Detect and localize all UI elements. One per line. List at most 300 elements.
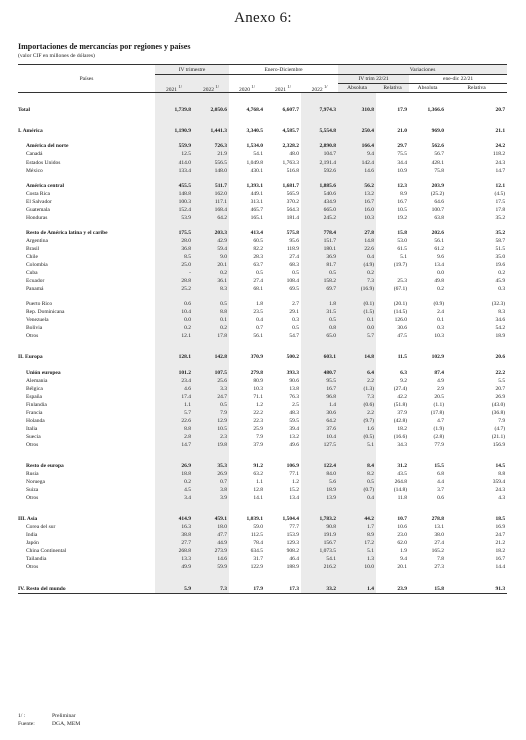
cell-country: Japón xyxy=(26,540,39,547)
cell-rel-y: 5.5 xyxy=(498,377,506,384)
cell-y2022: 84.0 xyxy=(301,470,338,478)
cell-y2020: 31.7 xyxy=(253,556,264,563)
cell-country: Suecia xyxy=(26,433,41,440)
cell-y2022: 64.2 xyxy=(301,417,338,425)
cell-rel-y: 35.0 xyxy=(495,253,506,260)
cell-rel-q: 126.0 xyxy=(394,317,408,324)
cell-rel-q: (20.1) xyxy=(393,301,408,308)
cell-rel-q: 23.9 xyxy=(376,585,409,594)
cell-country: Rusia xyxy=(26,471,39,478)
cell-rel-y: 35.2 xyxy=(495,214,506,221)
cell-y2020: 279.8 xyxy=(250,369,264,376)
cell-q2021: 25.2 xyxy=(155,285,193,293)
cell-rel-q: 30.6 xyxy=(397,325,408,332)
cell-abs-q: 0.5 xyxy=(338,478,376,486)
cell-abs-q: 14.6 xyxy=(338,167,376,175)
cell-q2021: 13.3 xyxy=(155,555,193,563)
cell-country: Puerto Rico xyxy=(26,301,53,308)
cell-abs-y: 100.7 xyxy=(431,206,445,213)
cell-abs-q: 1.4 xyxy=(338,585,376,594)
cell-y2022: 104.7 xyxy=(301,150,338,158)
cell-y2022: 96.8 xyxy=(301,393,338,401)
cell-y2020: 3,340.5 xyxy=(246,128,264,135)
cell-rel-y: (4.7) xyxy=(494,425,506,432)
cell-y2020: 4,768.4 xyxy=(246,107,264,114)
cell-y2020: 12.8 xyxy=(253,487,264,494)
cell-rel-q: 31.2 xyxy=(397,462,408,469)
cell-abs-q: 0.2 xyxy=(338,269,376,277)
cell-y2021: 1,763.3 xyxy=(282,159,300,166)
cell-q2021: 0.0 xyxy=(155,316,193,324)
cell-q2022: 273.9 xyxy=(193,547,229,555)
cell-country: Canadá xyxy=(26,151,43,158)
cell-q2021: 0.2 xyxy=(155,478,193,486)
cell-rel-y: 0.3 xyxy=(498,286,506,293)
cell-rel-y: 8.3 xyxy=(498,309,506,316)
cell-abs-q: 1.7 xyxy=(338,523,376,531)
cell-y2022: 216.2 xyxy=(301,563,338,571)
cell-country: Unión europea xyxy=(26,369,61,376)
cell-y2022: 245.2 xyxy=(301,214,338,222)
sub-row xyxy=(18,182,507,190)
cell-country: Chile xyxy=(26,253,38,260)
cell-q2021: 22.6 xyxy=(155,417,193,425)
cell-rel-q: 9.4 xyxy=(400,556,408,563)
cell-y2021: 46.4 xyxy=(289,556,300,563)
cell-y2022: 1.8 xyxy=(301,300,338,308)
cell-country: III. Asia xyxy=(18,516,38,523)
cell-y2021: 6,607.7 xyxy=(282,107,300,114)
cell-y2021: 49.6 xyxy=(289,441,300,448)
cell-q2022: 9.0 xyxy=(193,253,229,261)
cell-q2021: 28.0 xyxy=(155,237,193,245)
cell-abs-q: 2.2 xyxy=(338,377,376,385)
cell-y2021: 181.4 xyxy=(286,214,300,221)
cell-y2020: 634.5 xyxy=(250,548,264,555)
cell-q2021: 17.4 xyxy=(155,393,193,401)
cell-rel-q: (27.4) xyxy=(393,385,408,392)
cell-abs-y: (1.9) xyxy=(433,425,445,432)
cell-abs-y: 56.1 xyxy=(434,237,445,244)
cell-q2021: 455.5 xyxy=(155,182,193,190)
table-row xyxy=(18,470,507,478)
cell-abs-y: (2.8) xyxy=(433,433,445,440)
cell-q2021: 8.8 xyxy=(155,425,193,433)
cell-q2021: 18.8 xyxy=(155,470,193,478)
spacer-row xyxy=(18,362,507,369)
cell-abs-q: 7.3 xyxy=(338,393,376,401)
cell-y2021: 54.7 xyxy=(289,333,300,340)
cell-rel-q: 47.5 xyxy=(397,333,408,340)
cell-country: Total xyxy=(18,107,31,114)
cell-abs-q: 6.4 xyxy=(338,369,376,377)
cell-abs-y: 10.3 xyxy=(434,333,445,340)
cell-abs-q: 16.7 xyxy=(338,198,376,206)
cell-y2020: 1,039.1 xyxy=(246,516,264,523)
cell-rel-y: 24.3 xyxy=(495,487,506,494)
cell-q2022: 47.7 xyxy=(193,531,229,539)
cell-q2022: 44.9 xyxy=(193,539,229,547)
cell-country: Resto de América latina y el caribe xyxy=(26,229,108,236)
cell-country: El Salvador xyxy=(26,198,52,205)
table-row xyxy=(18,478,507,486)
cell-y2021: 0.5 xyxy=(292,325,300,332)
cell-abs-y: (0.9) xyxy=(433,301,445,308)
cell-q2022: 7.3 xyxy=(193,585,229,594)
cell-y2020: 0.7 xyxy=(256,325,264,332)
cell-rel-q: 9.2 xyxy=(400,377,408,384)
cell-rel-q xyxy=(376,269,409,277)
cell-y2021: 17.3 xyxy=(265,585,301,594)
cell-y2022: 10.4 xyxy=(301,433,338,441)
table-row xyxy=(18,393,507,401)
cell-abs-y: 56.7 xyxy=(434,151,445,158)
sub-row xyxy=(18,369,507,377)
cell-y2021: 564.3 xyxy=(286,206,300,213)
cell-rel-q: 20.1 xyxy=(397,564,408,571)
cell-abs-y: 0.0 xyxy=(437,270,445,277)
cell-abs-y: 0.1 xyxy=(437,317,445,324)
cell-abs-y: 63.8 xyxy=(434,214,445,221)
cell-abs-q: 17.2 xyxy=(338,539,376,547)
table-header xyxy=(18,65,507,93)
cell-y2020: 91.2 xyxy=(253,462,264,469)
cell-y2020: 1.1 xyxy=(256,479,264,486)
cell-rel-y: 118.2 xyxy=(492,151,506,158)
cell-abs-q: (0.6) xyxy=(338,401,376,409)
cell-country: Alemania xyxy=(26,377,48,384)
cell-abs-y: 102.9 xyxy=(431,354,445,361)
cell-country: China Continental xyxy=(26,548,67,555)
cell-rel-y: 24.7 xyxy=(495,532,506,539)
cell-q2022: 0.1 xyxy=(193,316,229,324)
cell-abs-q: 310.8 xyxy=(338,106,376,114)
header-iv-trimestre: IV trimestre xyxy=(155,65,229,75)
cell-country: Italia xyxy=(26,425,38,432)
cell-rel-q: 42.2 xyxy=(397,393,408,400)
header-absoluta-q: Absoluta xyxy=(338,84,376,93)
cell-q2021: 175.5 xyxy=(155,229,193,237)
cell-abs-y: 2.9 xyxy=(437,385,445,392)
spacer-row xyxy=(18,572,507,585)
cell-country: Otros xyxy=(26,441,39,448)
cell-y2020: 54.1 xyxy=(253,151,264,158)
cell-abs-q: 56.2 xyxy=(338,182,376,190)
cell-rel-y: 22.2 xyxy=(495,369,506,376)
cell-y2021: 77.1 xyxy=(289,471,300,478)
cell-q2022: 35.3 xyxy=(193,462,229,470)
annex-heading: Anexo 6: xyxy=(234,10,292,26)
sub-row xyxy=(18,142,507,150)
cell-rel-q: 19.2 xyxy=(397,214,408,221)
table-body xyxy=(18,93,507,593)
header-year-2022: 2022 $^{1/}$ xyxy=(301,84,338,93)
cell-y2020: 63.2 xyxy=(253,471,264,478)
cell-abs-q: (1.5) xyxy=(338,308,376,316)
cell-y2022: 665.0 xyxy=(301,206,338,214)
cell-rel-q: 10.6 xyxy=(397,524,408,531)
cell-rel-q: 11.5 xyxy=(397,354,408,361)
cell-rel-y: 24.2 xyxy=(495,143,506,150)
cell-q2021: 14.7 xyxy=(155,441,193,449)
cell-rel-y: 4.3 xyxy=(498,495,506,502)
cell-rel-y: 14.4 xyxy=(495,564,506,571)
cell-q2022: 168.4 xyxy=(193,206,229,214)
cell-rel-y: 34.6 xyxy=(495,317,506,324)
cell-q2021: 148.8 xyxy=(155,190,193,198)
cell-y2022: 156.7 xyxy=(301,539,338,547)
cell-y2021: 106.9 xyxy=(286,462,300,469)
cell-rel-q: 61.5 xyxy=(397,245,408,252)
cell-y2021: 2.7 xyxy=(292,301,300,308)
cell-rel-y: 0.2 xyxy=(498,270,506,277)
spacer-row xyxy=(18,449,507,462)
cell-y2020: 22.3 xyxy=(253,417,264,424)
cell-rel-q: 53.0 xyxy=(397,237,408,244)
cell-y2020: 37.9 xyxy=(253,441,264,448)
cell-y2022: 81.7 xyxy=(301,261,338,269)
cell-y2022: 95.5 xyxy=(301,377,338,385)
spacer-row xyxy=(18,175,507,182)
cell-q2021: 100.3 xyxy=(155,198,193,206)
cell-q2022: 162.0 xyxy=(193,190,229,198)
cell-q2021: 128.1 xyxy=(155,353,193,361)
cell-q2021: 25.0 xyxy=(155,261,193,269)
cell-y2021: 370.2 xyxy=(286,198,300,205)
table-row xyxy=(18,441,507,449)
cell-y2021: 1.2 xyxy=(292,479,300,486)
sub-row xyxy=(18,462,507,470)
cell-abs-y: 13.1 xyxy=(434,524,445,531)
cell-q2021: 8.5 xyxy=(155,253,193,261)
table-row xyxy=(18,385,507,393)
spacer-row xyxy=(18,222,507,229)
cell-y2021: 153.9 xyxy=(286,532,300,539)
table-row xyxy=(18,150,507,158)
cell-y2021: 0.3 xyxy=(292,317,300,324)
cell-y2022: 90.8 xyxy=(301,523,338,531)
cell-q2021: 2.8 xyxy=(155,433,193,441)
cell-q2022: 20.1 xyxy=(193,261,229,269)
table-row xyxy=(18,308,507,316)
cell-rel-q: (19.7) xyxy=(393,262,408,269)
cell-rel-y: 14.7 xyxy=(495,167,506,174)
cell-rel-y: (36.8) xyxy=(491,409,506,416)
cell-country: Rep. Dominicana xyxy=(26,309,65,316)
cell-q2022: 0.2 xyxy=(193,324,229,332)
cell-rel-y: 45.9 xyxy=(495,278,506,285)
cell-y2021: 77.7 xyxy=(289,524,300,531)
cell-abs-q: 2.2 xyxy=(338,409,376,417)
cell-rel-q: (14.8) xyxy=(393,487,408,494)
cell-q2021: 152.4 xyxy=(155,206,193,214)
note-fuente: Fuente: DGA, MEM xyxy=(18,721,81,727)
cell-y2020: 28.3 xyxy=(253,253,264,260)
table-row xyxy=(18,547,507,555)
cell-abs-q: 8.9 xyxy=(338,531,376,539)
cell-q2022: 556.5 xyxy=(193,159,229,167)
cell-y2021: 565.9 xyxy=(286,190,300,197)
cell-y2022: 603.1 xyxy=(301,353,338,361)
cell-rel-y: 24.3 xyxy=(495,159,506,166)
sub-row xyxy=(18,229,507,237)
cell-abs-y: 20.5 xyxy=(434,393,445,400)
cell-rel-y: 359.4 xyxy=(492,479,506,486)
cell-abs-q: 166.4 xyxy=(338,142,376,150)
cell-abs-q: 1.3 xyxy=(338,555,376,563)
cell-abs-y: 202.6 xyxy=(431,229,445,236)
cell-rel-y: 8.8 xyxy=(498,471,506,478)
cell-rel-y: 17.5 xyxy=(495,198,506,205)
cell-rel-q: 8.9 xyxy=(400,190,408,197)
table-row xyxy=(18,214,507,222)
cell-rel-y: 18.2 xyxy=(495,548,506,555)
cell-y2022: 540.6 xyxy=(301,190,338,198)
cell-y2021: 90.6 xyxy=(289,377,300,384)
table-row xyxy=(18,486,507,494)
cell-q2022: 511.7 xyxy=(193,182,229,190)
cell-y2021: 575.8 xyxy=(286,229,300,236)
cell-rel-q: 10.5 xyxy=(397,206,408,213)
cell-y2020: 0.4 xyxy=(256,317,264,324)
cell-y2020: 1.2 xyxy=(256,401,264,408)
cell-abs-q: 10.0 xyxy=(338,563,376,571)
cell-abs-y: 64.6 xyxy=(434,198,445,205)
cell-q2022: 107.5 xyxy=(193,369,229,377)
cell-y2020: 68.1 xyxy=(253,286,264,293)
cell-y2020: 1,534.0 xyxy=(246,143,264,150)
cell-q2021: 1,190.9 xyxy=(155,127,193,135)
cell-y2021: 13.2 xyxy=(289,433,300,440)
cell-y2021: 2,328.2 xyxy=(282,143,300,150)
cell-q2021: 0.2 xyxy=(155,324,193,332)
cell-rel-q: (51.8) xyxy=(393,401,408,408)
cell-y2020: 1.8 xyxy=(256,301,264,308)
cell-rel-y: (43.0) xyxy=(491,401,506,408)
cell-y2022: 1,073.5 xyxy=(301,547,338,555)
header-relativa-q: Relativa xyxy=(376,84,409,93)
cell-country: Resto de europa xyxy=(26,462,64,469)
cell-q2022: 36.1 xyxy=(193,277,229,285)
cell-q2021: 12.5 xyxy=(155,150,193,158)
cell-abs-y: 49.8 xyxy=(434,278,445,285)
region-row xyxy=(18,353,507,361)
total-row xyxy=(18,106,507,114)
cell-y2020: 10.3 xyxy=(253,385,264,392)
table-row xyxy=(18,494,507,502)
cell-y2020: 27.4 xyxy=(253,278,264,285)
cell-y2022: 33.2 xyxy=(301,585,338,594)
cell-y2022: 127.5 xyxy=(301,441,338,449)
cell-y2021: 95.6 xyxy=(289,237,300,244)
cell-y2020: 449.1 xyxy=(250,190,264,197)
cell-country: Noruega xyxy=(26,479,45,486)
table-row xyxy=(18,563,507,571)
cell-abs-q: 13.2 xyxy=(338,190,376,198)
cell-country: Panamá xyxy=(26,286,44,293)
cell-abs-q: 0.1 xyxy=(338,316,376,324)
cell-country: Finlandia xyxy=(26,401,47,408)
note-preliminar: 1/ : Preliminar xyxy=(18,713,76,719)
cell-rel-q: 18.2 xyxy=(397,425,408,432)
cell-rel-q: 34.3 xyxy=(397,441,408,448)
cell-abs-y: 77.9 xyxy=(434,441,445,448)
cell-abs-q: (9.7) xyxy=(338,417,376,425)
cell-y2020: 17.9 xyxy=(229,585,265,594)
table-row xyxy=(18,433,507,441)
cell-q2021: 1.1 xyxy=(155,401,193,409)
cell-rel-y: 17.8 xyxy=(495,206,506,213)
cell-q2021: 36.8 xyxy=(155,245,193,253)
cell-q2022: 25.6 xyxy=(193,377,229,385)
cell-abs-y: 428.1 xyxy=(431,159,445,166)
cell-q2022: 21.9 xyxy=(193,150,229,158)
cell-abs-q: 16.0 xyxy=(338,206,376,214)
cell-q2022: 117.1 xyxy=(193,198,229,206)
table-row xyxy=(18,269,507,277)
cell-abs-q: 7.3 xyxy=(338,277,376,285)
cell-y2021: 1,504.4 xyxy=(282,516,300,523)
cell-rel-q: 264.8 xyxy=(394,479,408,486)
cell-q2022: 59.9 xyxy=(193,563,229,571)
spacer-row xyxy=(18,114,507,127)
cell-q2022: 203.3 xyxy=(193,229,229,237)
cell-y2021: 48.0 xyxy=(289,151,300,158)
table-row xyxy=(18,531,507,539)
imports-table xyxy=(18,64,507,594)
cell-q2022: 24.7 xyxy=(193,393,229,401)
cell-abs-q: 9.4 xyxy=(338,150,376,158)
cell-rel-y: 156.9 xyxy=(492,441,506,448)
cell-abs-q: 5.7 xyxy=(338,332,376,340)
cell-q2021: 414.9 xyxy=(155,515,193,523)
cell-y2022: 31.5 xyxy=(301,308,338,316)
table-row xyxy=(18,316,507,324)
cell-q2021: 49.9 xyxy=(155,563,193,571)
cell-rel-q: 5.1 xyxy=(400,253,408,260)
cell-abs-y: 0.2 xyxy=(437,286,445,293)
region-row xyxy=(18,515,507,523)
cell-y2021: 2.5 xyxy=(292,401,300,408)
cell-abs-y: 2.4 xyxy=(437,309,445,316)
cell-q2022: 0.2 xyxy=(193,269,229,277)
imports-table-container xyxy=(18,64,507,594)
cell-y2020: 82.2 xyxy=(253,245,264,252)
cell-q2022: 726.3 xyxy=(193,142,229,150)
cell-abs-q: 0.0 xyxy=(338,324,376,332)
cell-country: Ecuador xyxy=(26,278,45,285)
cell-country: América del norte xyxy=(26,143,69,150)
cell-q2021: 10.4 xyxy=(155,308,193,316)
cell-abs-y: 3.7 xyxy=(437,487,445,494)
cell-y2021: 27.4 xyxy=(289,253,300,260)
cell-q2022: 64.2 xyxy=(193,214,229,222)
cell-q2022: 3.9 xyxy=(193,494,229,502)
cell-abs-y: 1,366.6 xyxy=(427,107,445,114)
cell-y2022: 36.9 xyxy=(301,253,338,261)
cell-abs-y: 0.3 xyxy=(437,325,445,332)
cell-y2020: 165.1 xyxy=(250,214,264,221)
cell-abs-y: 4.4 xyxy=(437,479,445,486)
cell-q2021: 4.5 xyxy=(155,486,193,494)
table-row xyxy=(18,332,507,340)
cell-country: Corea del sur xyxy=(26,524,56,531)
cell-rel-q: 29.7 xyxy=(397,143,408,150)
table-row xyxy=(18,277,507,285)
cell-q2022: 18.0 xyxy=(193,523,229,531)
cell-q2021: 5.9 xyxy=(155,585,193,594)
header-absoluta-y: Absoluta xyxy=(409,84,446,93)
